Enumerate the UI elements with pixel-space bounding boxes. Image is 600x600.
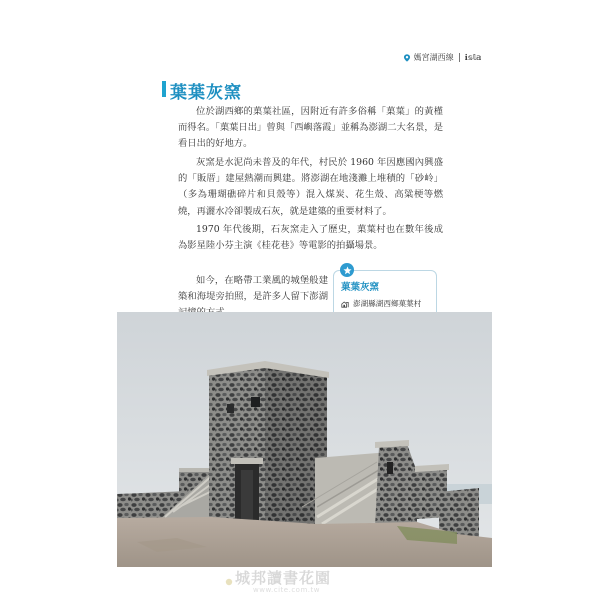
article-title: 葉葉灰窯 — [170, 83, 242, 103]
body-paragraph: 1970 年代後期，石灰窯走入了歷史，菓葉村也在數年後成為影星陸小芬主演《桂花巷》等電影的拍攝場景。 — [178, 224, 443, 252]
address-text: 澎湖縣湖西鄉菓葉村 — [353, 299, 422, 308]
body-paragraph: 灰窯是水泥尚未普及的年代，村民於 1960 年因應國內興盛的「販厝」建屋熱潮而興建。將澎湖在地淺灘上堆積的「砂岭」（多為珊瑚礁碎片和貝殼等）混入煤炭、花生殼、高粱梗等燃燒，再灑水冷卻製成石灰，就是建築的重要材料了。 — [178, 157, 443, 217]
section-name: 媽宮湖西線 — [413, 53, 454, 62]
running-header — [403, 52, 482, 63]
address-row — [341, 298, 421, 309]
watermark-text: 城邦讀書花園 — [235, 569, 332, 587]
star-icon — [340, 263, 354, 277]
series-logo: ℹ𝕤𝕝𝕒 — [464, 53, 482, 62]
stone-kiln-photo — [117, 312, 492, 567]
header-divider — [459, 53, 460, 62]
map-building-icon — [341, 300, 349, 308]
bookstore-watermark — [225, 567, 375, 597]
body-paragraph: 位於湖西鄉的菓葉社區，因附近有許多俗稱「菓葉」的黃槿而得名。「菓葉日出」曾與「西嶼落霞」並稱為澎湖二大名景，是看日出的好地方。 — [178, 106, 443, 150]
watermark-url: www.cite.com.tw — [253, 586, 320, 594]
watermark-logo-icon — [225, 578, 233, 586]
card-title: 菓葉灰窯 — [341, 282, 380, 293]
title-accent-bar — [162, 81, 166, 97]
body-paragraph: 如今，在略帶工業風的城堡般建築和海堤旁拍照，是許多人留下澎湖 — [178, 275, 328, 303]
location-pin-icon — [403, 54, 411, 62]
